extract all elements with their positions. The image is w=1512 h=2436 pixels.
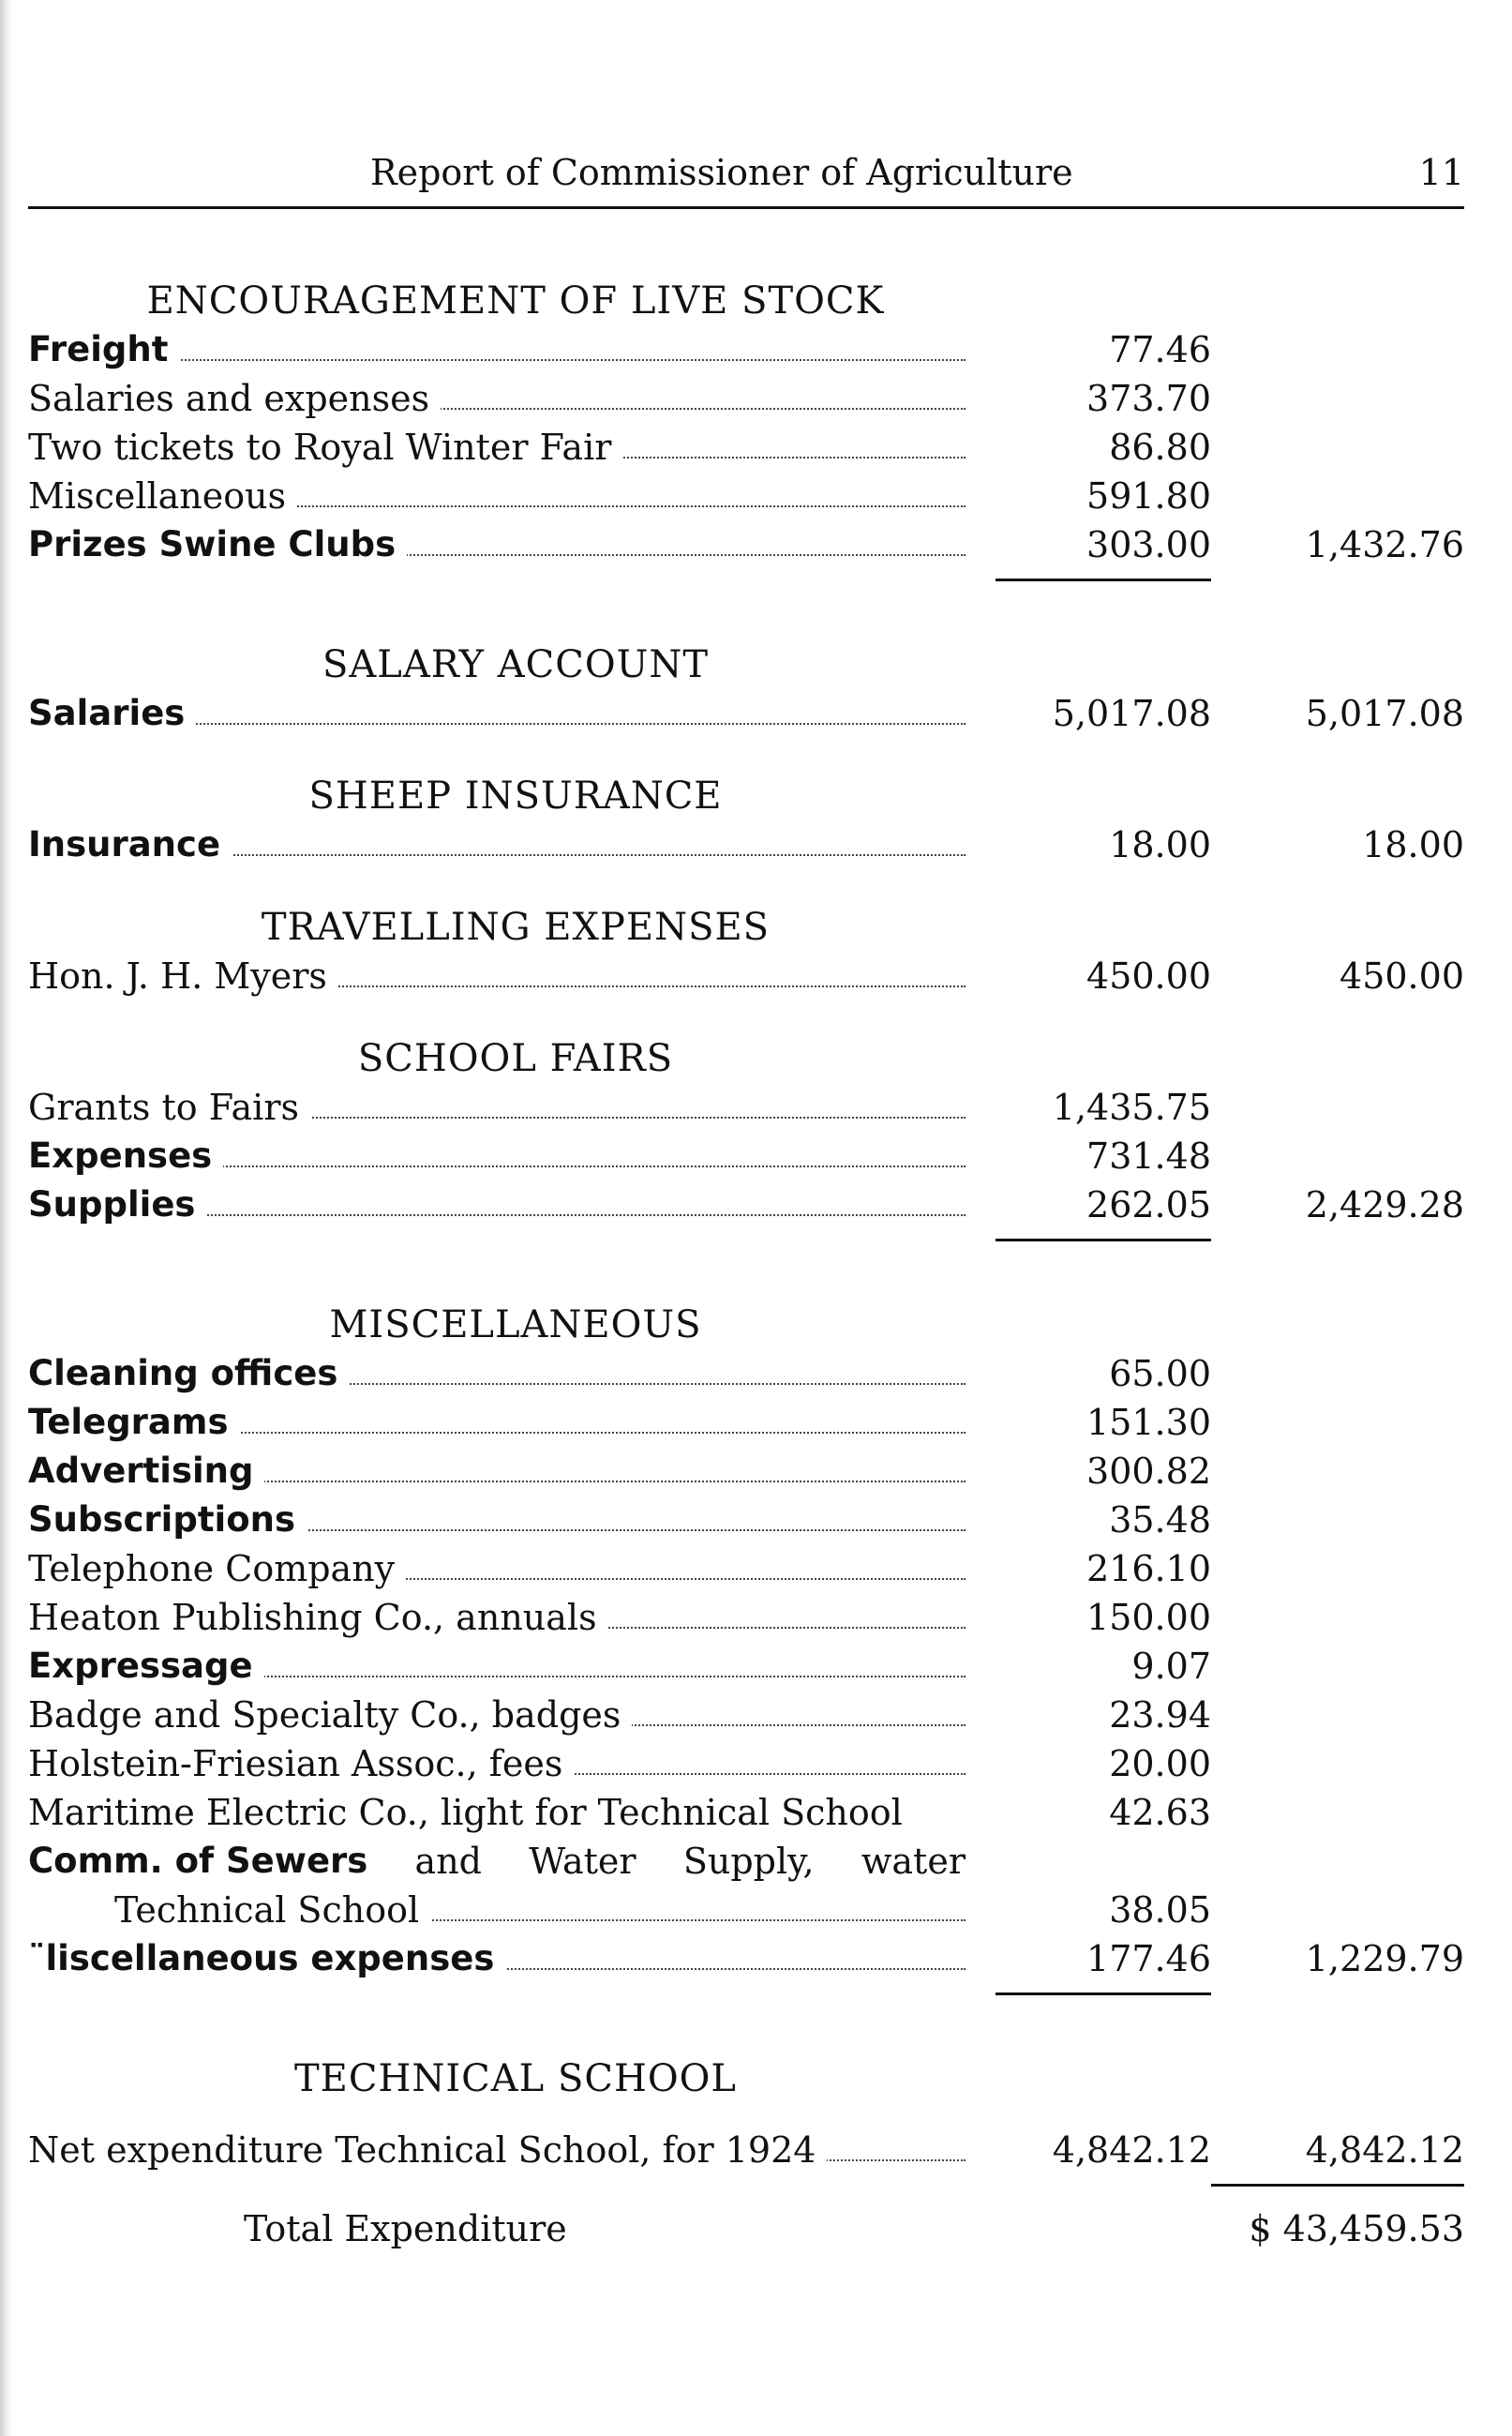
row-total: 5,017.08 [1305,693,1464,734]
section-school-fairs [28,1034,1464,1256]
table-row [28,374,1464,423]
row-amount: 151.30 [1086,1402,1211,1443]
row-amount: 262.05 [1086,1184,1211,1226]
table-row [28,325,1464,374]
page-number: 11 [1418,152,1464,193]
section-heading: SALARY ACCOUNT [322,643,710,686]
section-miscellaneous [28,1301,1464,2009]
row-label: Telephone Company [28,1548,406,1589]
subtotal-rule [28,569,1464,595]
row-label: Salaries [28,693,196,733]
row-label: Salaries and expenses [28,378,441,419]
row-label: ¨liscellaneous expenses [28,1938,505,1978]
row-amount: 303.00 [1086,524,1211,565]
table-row [28,2126,1464,2174]
row-amount: 591.80 [1086,475,1211,517]
expenditure-table [28,277,1464,2257]
section-sheep [28,772,1464,869]
row-label: Expenses [28,1135,223,1176]
row-total: 2,429.28 [1305,1184,1464,1226]
table-row [28,1691,1464,1739]
row-label: Miscellaneous [28,475,297,517]
row-label: Heaton Publishing Co., annuals [28,1597,608,1638]
table-row [28,1180,1464,1229]
table-row [28,1593,1464,1642]
table-row [28,1349,1464,1398]
subtotal-rule [28,1983,1464,2009]
table-row [28,1544,1464,1593]
row-amount: 86.80 [1109,427,1211,468]
row-total: 1,432.76 [1305,524,1464,565]
table-row [28,423,1464,472]
row-amount: 1,435.75 [1052,1087,1211,1128]
row-label: Net expenditure Technical School, for 1924 [28,2129,827,2171]
row-amount: 4,842.12 [1052,2129,1211,2171]
section-travel [28,903,1464,1000]
row-amount: 216.10 [1086,1548,1211,1589]
section-livestock [28,277,1464,595]
row-label: Two tickets to Royal Winter Fair [28,427,622,468]
table-row [28,1496,1464,1544]
row-label: Hon. J. H. Myers [28,955,338,997]
section-heading: SCHOOL FAIRS [357,1037,674,1080]
row-label: Insurance [28,824,232,865]
row-amount: 38.05 [1109,1889,1211,1931]
row-amount: 177.46 [1086,1938,1211,1979]
row-total: 4,842.12 [1305,2129,1464,2171]
row-amount: 731.48 [1086,1135,1211,1177]
row-label: Prizes Swine Clubs [28,524,407,564]
section-heading: TECHNICAL SCHOOL [294,2057,737,2100]
table-row [28,689,1464,738]
row-label: Holstein-Friesian Assoc., fees [28,1743,574,1784]
row-amount: 20.00 [1109,1743,1211,1784]
row-total: 450.00 [1340,955,1464,997]
row-amount: 42.63 [1109,1792,1211,1833]
table-row [28,1132,1464,1180]
section-heading: SHEEP INSURANCE [308,774,723,818]
row-total: 1,229.79 [1305,1938,1464,1979]
table-row [28,1398,1464,1447]
table-row [28,472,1464,520]
row-label-line2: Technical School [114,1889,430,1931]
section-heading: ENCOURAGEMENT OF LIVE STOCK [146,279,885,323]
row-label: Grants to Fairs [28,1087,310,1128]
table-row-wrapped [28,1837,1464,1934]
page-edge-shadow [0,0,13,2436]
row-amount: 373.70 [1086,378,1211,419]
row-label-line1: Comm. of Sewers and Water Supply, water [28,1841,966,1882]
section-heading: MISCELLANEOUS [329,1303,702,1346]
row-label: Badge and Specialty Co., badges [28,1694,632,1736]
row-label: Expressage [28,1646,264,1686]
subtotal-rule [28,1229,1464,1256]
grand-total-row [28,2201,1464,2257]
header-title: Report of Commissioner of Agriculture [370,152,1073,193]
section-salary [28,640,1464,738]
row-amount: 18.00 [1109,824,1211,865]
row-label: Cleaning offices [28,1353,349,1393]
table-row [28,820,1464,869]
row-amount: 9.07 [1131,1646,1211,1687]
row-amount: 77.46 [1109,329,1211,370]
row-amount: 150.00 [1086,1597,1211,1638]
row-label: Advertising [28,1451,264,1491]
table-row [28,520,1464,569]
table-row [28,1788,1464,1837]
table-row [28,1934,1464,1983]
row-amount: 300.82 [1086,1451,1211,1492]
grand-total-label: Total Expenditure [244,2208,567,2249]
table-row [28,1083,1464,1132]
row-label: Telegrams [28,1402,239,1442]
table-row [28,952,1464,1000]
section-technical-school [28,2054,1464,2201]
row-amount: 5,017.08 [1052,693,1211,734]
section-heading: TRAVELLING EXPENSES [261,906,771,949]
table-row [28,1739,1464,1788]
row-total: 18.00 [1362,824,1464,865]
running-header [28,141,1464,209]
grand-total-rule [28,2174,1464,2201]
row-label: Maritime Electric Co., light for Technical School [28,1792,914,1833]
row-amount: 65.00 [1109,1353,1211,1394]
grand-total-value: $ 43,459.53 [1249,2208,1464,2249]
table-row [28,1447,1464,1496]
row-amount: 23.94 [1109,1694,1211,1736]
row-amount: 450.00 [1086,955,1211,997]
row-label: Freight [28,329,179,369]
table-row [28,1642,1464,1691]
row-label: Supplies [28,1184,206,1225]
row-amount: 35.48 [1109,1499,1211,1541]
row-label: Subscriptions [28,1499,307,1540]
